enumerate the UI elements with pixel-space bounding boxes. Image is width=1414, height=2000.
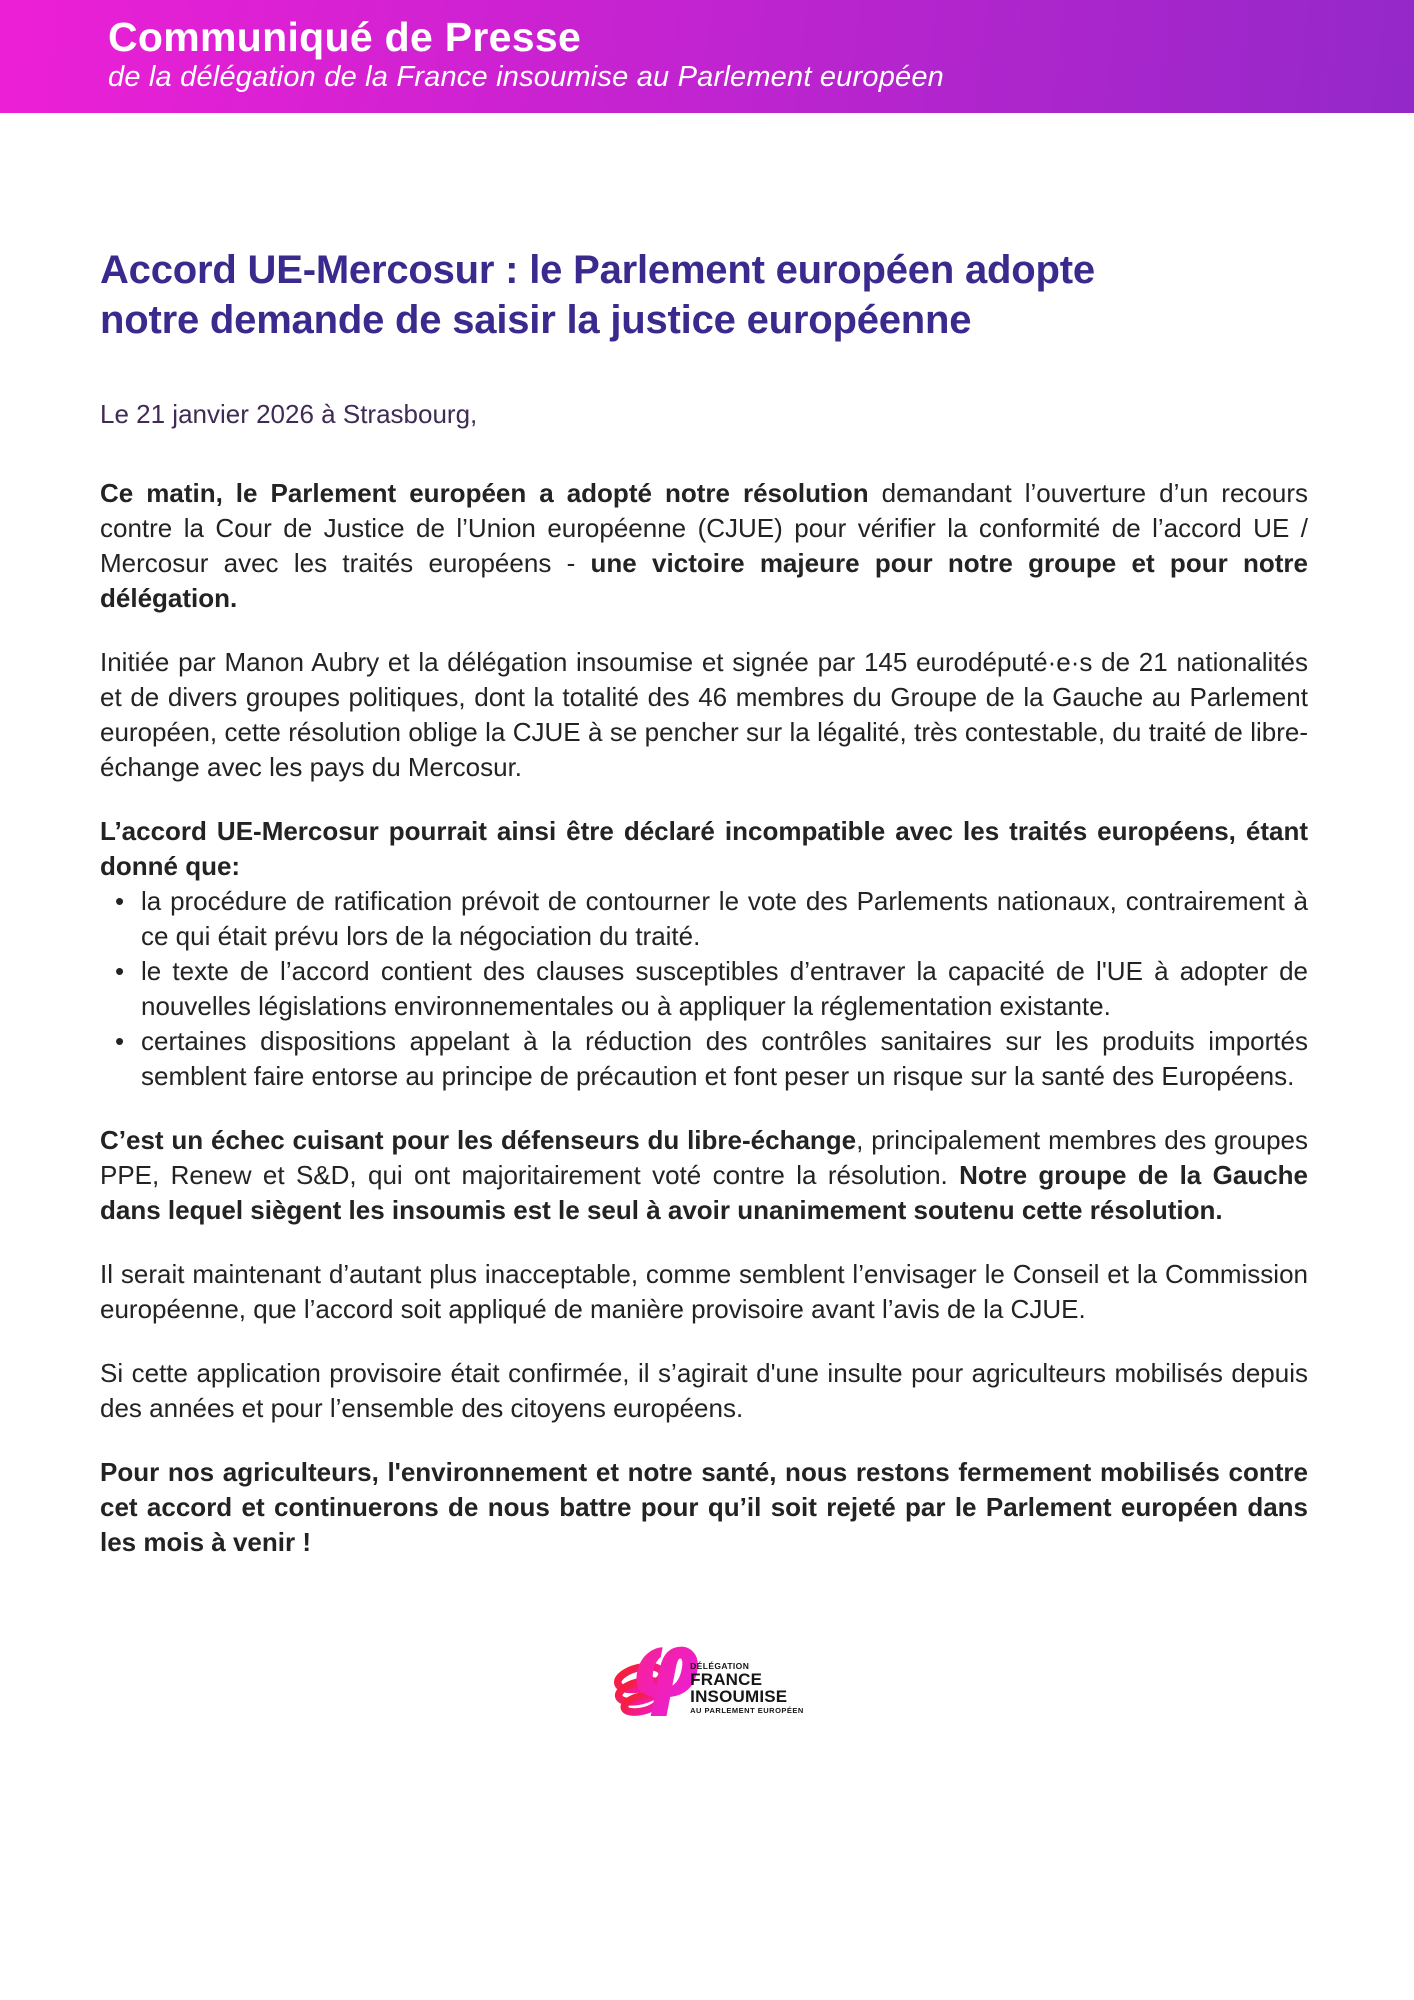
logo-line-france: FRANCE (690, 1669, 763, 1689)
press-logo (604, 1608, 804, 1731)
paragraph: L’accord UE-Mercosur pourrait ainsi être déclaré incompatible avec les traités européens, étant donné que: (100, 816, 1308, 881)
dateline: Le 21 janvier 2026 à Strasbourg, (100, 399, 478, 429)
banner-title: Communiqué de Presse (108, 14, 582, 60)
logo-wordmark (690, 1662, 804, 1715)
svg-text:φ: φ (629, 1613, 701, 1719)
paragraph: Initiée par Manon Aubry et la délégation insoumise et signée par 145 eurodéputé·e·s de 21 nationalités et de divers groupes politiques, dont la totalité des 46 membres du Groupe de la Gauche au Parlement européen, cette résolution oblige la CJUE à se pencher sur la légalité, très contestable, du traité de libre-échange avec les pays du Mercosur. (100, 647, 1308, 782)
paragraph: Il serait maintenant d’autant plus inacceptable, comme semblent l’envisager le Conseil et la Commission européenne, que l’accord soit appliqué de manière provisoire avant l’avis de la CJUE. (100, 1259, 1308, 1324)
paragraph: Ce matin, le Parlement européen a adopté notre résolution demandant l’ouverture d’un recours contre la Cour de Justice de l’Union européenne (CJUE) pour vérifier la conformité de l’accord UE / Mercosur avec les traités européens - une victoire majeure pour notre groupe et pour notre délégation. (100, 478, 1308, 613)
logo-line-insoumise: INSOUMISE (690, 1687, 788, 1707)
document-main (0, 245, 1414, 1731)
article-title: Accord UE-Mercosur : le Parlement européen adopte notre demande de saisir la justice européenne (100, 248, 1095, 342)
footer-logo-row (100, 1608, 1308, 1731)
bullet-list (100, 884, 1308, 1094)
logo-line-delegation: DÉLÉGATION (690, 1661, 750, 1672)
bullet-item: • le texte de l’accord contient des clauses susceptibles d’entraver la capacité de l'UE à adopter de nouvelles législations environnementales ou à appliquer la réglementation existante. (100, 954, 1308, 1024)
paragraph: C’est un échec cuisant pour les défenseurs du libre-échange, principalement membres des groupes PPE, Renew et S&D, qui ont majoritairement voté contre la résolution. Notre groupe de la Gauche dans lequel siègent les insoumis est le seul à avoir unanimement soutenu cette résolution. (100, 1125, 1308, 1225)
bullet-item: • la procédure de ratification prévoit de contourner le vote des Parlements nationaux, contrairement à ce qui était prévu lors de la négociation du traité. (100, 884, 1308, 954)
bullet-item: • certaines dispositions appelant à la réduction des contrôles sanitaires sur les produits importés semblent faire entorse au principe de précaution et font peser un risque sur la santé des Européens. (100, 1024, 1308, 1094)
paragraph: Pour nos agriculteurs, l'environnement et notre santé, nous restons fermement mobilisés contre cet accord et continuerons de nous battre pour qu’il soit rejeté par le Parlement européen dans les mois à venir ! (100, 1457, 1308, 1557)
paragraph: Si cette application provisoire était confirmée, il s’agirait d'une insulte pour agriculteurs mobilisés depuis des années et pour l’ensemble des citoyens européens. (100, 1358, 1308, 1423)
logo-line-au-parlement: AU PARLEMENT EUROPÉEN (690, 1706, 804, 1716)
banner-subtitle: de la délégation de la France insoumise au Parlement européen (108, 61, 945, 94)
article-body (100, 476, 1308, 1560)
press-release-banner (0, 0, 1414, 113)
